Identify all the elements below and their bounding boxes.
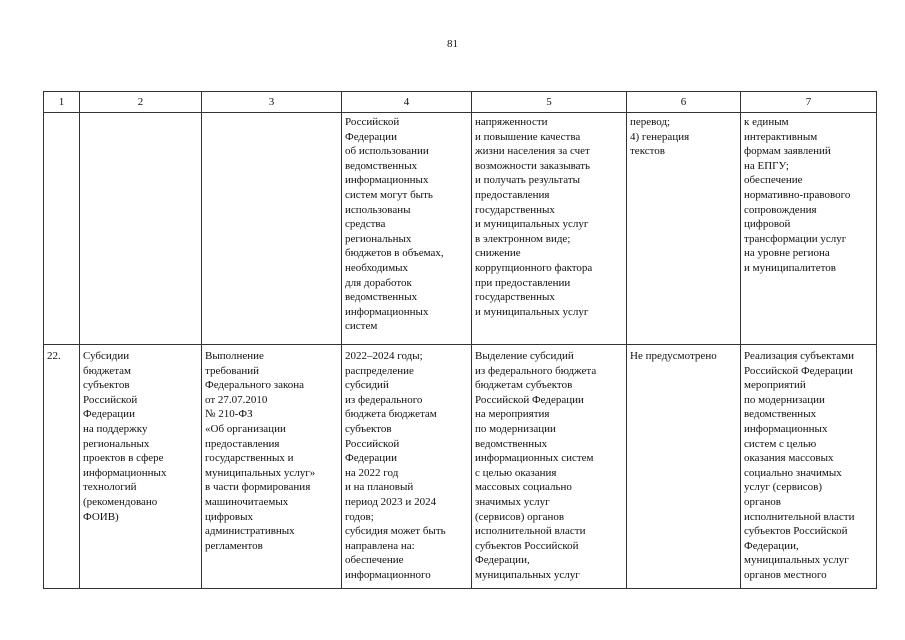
cell-line: цифровых — [205, 510, 253, 523]
cell-line: направлена на: — [345, 539, 415, 552]
cell-line: обеспечение — [744, 174, 803, 187]
column-header: 3 — [202, 92, 342, 113]
column-header: 6 — [627, 92, 741, 113]
table-cell — [202, 113, 342, 345]
cell-line: ФОИВ) — [83, 510, 119, 523]
cell-line: Субсидии — [83, 350, 130, 362]
cell-line: трансформации услуг — [744, 232, 847, 245]
cell-line: средства — [345, 218, 386, 231]
column-header: 7 — [741, 92, 877, 113]
cell-line: 22. — [47, 350, 61, 362]
cell-line: муниципальных услуг — [744, 554, 849, 567]
cell-line: жизни населения за счет — [475, 145, 590, 158]
cell-line: региональных — [83, 437, 150, 450]
cell-line: «Об организации — [205, 422, 286, 435]
table-cell — [472, 113, 627, 345]
cell-line: и муниципальных услуг — [475, 305, 589, 318]
cell-line: предоставления — [475, 188, 550, 201]
cell-line: предоставления — [205, 437, 280, 450]
cell-line: информационных — [744, 422, 828, 435]
cell-line: об использовании — [345, 145, 429, 158]
table-cell — [627, 113, 741, 345]
cell-line: 4) генерация — [630, 130, 690, 143]
cell-line: цифровой — [744, 218, 791, 231]
cell-line: возможности заказывать — [475, 159, 591, 172]
table-cell — [627, 345, 741, 589]
cell-line: оказания массовых — [744, 452, 834, 465]
cell-line: значимых услуг — [475, 495, 550, 508]
cell-line: и повышение качества — [475, 130, 581, 143]
measures-table — [43, 91, 877, 589]
table-row — [44, 113, 877, 345]
table-cell — [741, 345, 877, 589]
cell-line: Российской Федерации — [475, 393, 584, 406]
cell-line: массовых социально — [475, 481, 572, 494]
cell-line: административных — [205, 525, 295, 538]
cell-line: органов — [744, 495, 781, 508]
cell-line: напряженности — [475, 116, 548, 128]
table-cell — [80, 113, 202, 345]
cell-line: на ЕПГУ; — [744, 159, 789, 172]
cell-line: и получать результаты — [475, 174, 581, 187]
cell-line: к единым — [744, 116, 789, 128]
cell-line: при предоставлении — [475, 276, 571, 289]
table-cell — [472, 345, 627, 589]
cell-line: Федерации, — [475, 554, 530, 567]
cell-line: 2022–2024 годы; — [345, 350, 423, 362]
table-cell — [44, 345, 80, 589]
cell-line: исполнительной власти — [475, 525, 586, 538]
cell-line: муниципальных услуг — [475, 568, 580, 581]
cell-line: нормативно-правового — [744, 188, 851, 201]
cell-line: услуг (сервисов) — [744, 481, 823, 494]
cell-line: интерактивным — [744, 130, 818, 143]
cell-line: Реализация субъектами — [744, 350, 855, 362]
cell-line: сопровождения — [744, 203, 817, 216]
cell-line: в части формирования — [205, 481, 311, 494]
cell-line: по модернизации — [475, 422, 556, 435]
cell-line: использованы — [345, 203, 411, 216]
cell-line: Выделение субсидий — [475, 350, 574, 362]
cell-line: коррупционного фактора — [475, 261, 593, 274]
cell-line: из федерального бюджета — [475, 364, 597, 377]
cell-line: снижение — [475, 247, 521, 260]
cell-line: государственных — [475, 291, 555, 304]
cell-line: по модернизации — [744, 393, 825, 406]
cell-line: машиночитаемых — [205, 495, 289, 508]
cell-line: субсидия может быть — [345, 525, 446, 538]
page-number: 81 — [447, 38, 458, 50]
cell-line: технологий — [83, 481, 137, 494]
cell-line: и муниципальных услуг — [475, 218, 589, 231]
table-cell — [342, 113, 472, 345]
cell-line: на 2022 год — [345, 466, 399, 479]
table-header-row — [44, 92, 877, 113]
cell-line: Федерации — [345, 130, 397, 143]
cell-line: на уровне региона — [744, 247, 830, 260]
cell-line: информационных — [345, 174, 429, 187]
cell-line: ведомственных — [744, 408, 817, 421]
cell-line: систем с целью — [744, 437, 817, 450]
cell-line: и на плановый — [345, 481, 414, 494]
cell-line: регламентов — [205, 539, 263, 552]
cell-line: Российской — [345, 116, 400, 128]
cell-line: государственных и — [205, 452, 294, 465]
cell-line: субъектов Российской — [475, 539, 579, 552]
cell-line: (сервисов) органов — [475, 510, 565, 523]
cell-line: субсидий — [345, 379, 389, 392]
cell-line: субъектов — [345, 422, 392, 435]
cell-line: информационных — [83, 466, 167, 479]
cell-line: субъектов — [83, 379, 130, 392]
cell-line: для доработок — [345, 276, 412, 289]
table-cell — [202, 345, 342, 589]
cell-line: муниципальных услуг» — [205, 466, 316, 479]
cell-line: ведомственных — [475, 437, 548, 450]
cell-line: (рекомендовано — [83, 495, 158, 508]
cell-line: текстов — [630, 145, 665, 158]
cell-line: Выполнение — [205, 350, 264, 362]
cell-line: бюджетам — [83, 364, 131, 377]
cell-line: от 27.07.2010 — [205, 393, 268, 406]
cell-line: распределение — [345, 364, 414, 377]
column-header: 1 — [44, 92, 80, 113]
cell-line: исполнительной власти — [744, 510, 855, 523]
cell-line: требований — [205, 364, 260, 377]
cell-line: и муниципалитетов — [744, 261, 836, 274]
column-header: 5 — [472, 92, 627, 113]
table-cell — [342, 345, 472, 589]
cell-line: Федерального закона — [205, 379, 305, 392]
table-cell — [44, 113, 80, 345]
cell-line: Федерации, — [744, 539, 799, 552]
cell-line: необходимых — [345, 261, 409, 274]
cell-line: перевод; — [630, 116, 671, 128]
cell-line: Российской — [345, 437, 400, 450]
cell-line: органов местного — [744, 568, 827, 581]
cell-line: информационных — [345, 305, 429, 318]
cell-line: на поддержку — [83, 422, 148, 435]
cell-line: региональных — [345, 232, 412, 245]
cell-line: ведомственных — [345, 159, 418, 172]
cell-line: Федерации — [83, 408, 135, 421]
cell-line: на мероприятия — [475, 408, 550, 421]
cell-line: государственных — [475, 203, 555, 216]
cell-line: информационного — [345, 568, 431, 581]
cell-line: субъектов Российской — [744, 525, 848, 538]
table-cell — [741, 113, 877, 345]
cell-line: Федерации — [345, 452, 397, 465]
cell-line: социально значимых — [744, 466, 842, 479]
cell-line: № 210-ФЗ — [205, 408, 253, 421]
cell-line: обеспечение — [345, 554, 404, 567]
cell-line: бюджетам субъектов — [475, 379, 573, 392]
cell-line: формам заявлений — [744, 145, 831, 158]
cell-line: бюджетов в объемах, — [345, 247, 444, 260]
cell-line: информационных систем — [475, 452, 594, 465]
cell-line: период 2023 и 2024 — [345, 495, 437, 508]
cell-line: Российской Федерации — [744, 364, 853, 377]
cell-line: проектов в сфере — [83, 452, 164, 465]
cell-line: Российской — [83, 393, 138, 406]
column-header: 4 — [342, 92, 472, 113]
cell-line: систем могут быть — [345, 188, 433, 201]
cell-line: систем — [345, 320, 378, 333]
table-cell — [80, 345, 202, 589]
cell-line: мероприятий — [744, 379, 806, 392]
table-row — [44, 345, 877, 589]
cell-line: Не предусмотрено — [630, 350, 717, 362]
cell-line: в электронном виде; — [475, 232, 571, 245]
cell-line: годов; — [345, 510, 374, 523]
cell-line: из федерального — [345, 393, 423, 406]
cell-line: бюджета бюджетам — [345, 408, 437, 421]
cell-line: ведомственных — [345, 291, 418, 304]
cell-line: с целью оказания — [475, 466, 557, 479]
column-header: 2 — [80, 92, 202, 113]
